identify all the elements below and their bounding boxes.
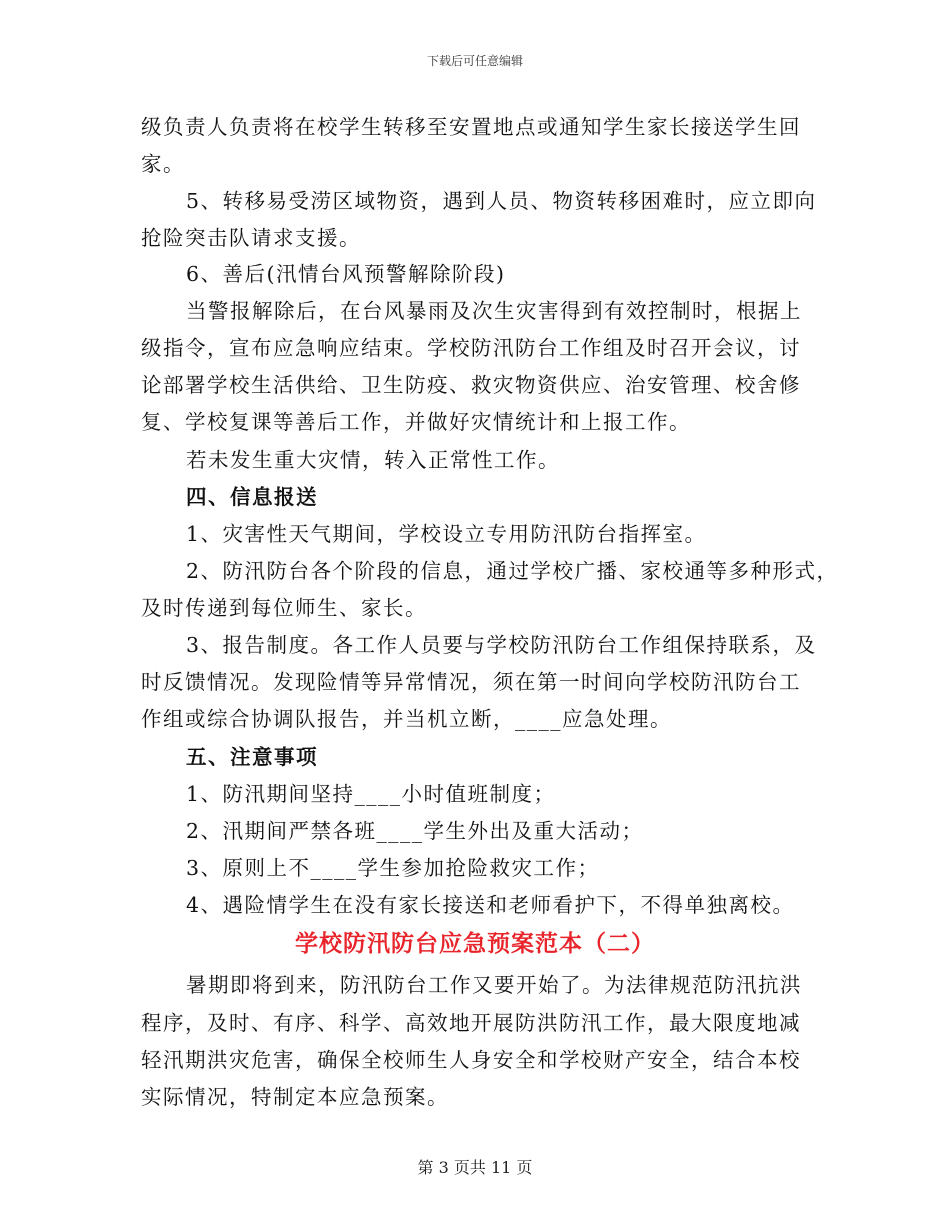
- list-item: 1、灾害性天气期间，学校设立专用防汛防台指挥室。: [186, 522, 707, 546]
- body-line: 及时传递到每位师生、家长。: [141, 596, 427, 620]
- list-item: 3、报告制度。各工作人员要与学校防汛防台工作组保持联系，及: [186, 633, 817, 657]
- section-title: 学校防汛防台应急预案范本（二）: [295, 930, 655, 957]
- section-heading: 五、注意事项: [186, 745, 318, 769]
- list-item: 2、防汛防台各个阶段的信息，通过学校广播、家校通等多种形式，: [186, 559, 839, 583]
- list-item: 5、转移易受涝区域物资，遇到人员、物资转移困难时，应立即向: [186, 189, 817, 213]
- list-item: 3、原则上不____学生参加抢险救灾工作；: [186, 856, 600, 880]
- intro-line: 程序，及时、有序、科学、高效地开展防洪防汛工作，最大限度地减: [141, 1011, 801, 1035]
- body-line: 级负责人负责将在校学生转移至安置地点或通知学生家长接送学生回: [141, 115, 801, 139]
- body-line: 时反馈情况。发现险情等异常情况，须在第一时间向学校防汛防台工: [141, 670, 801, 694]
- body-line: 当警报解除后，在台风暴雨及次生灾害得到有效控制时，根据上: [186, 299, 802, 323]
- list-item: 6、善后(汛情台风预警解除阶段): [186, 262, 506, 286]
- body-line: 作组或综合协调队报告，并当机立断，____应急处理。: [141, 707, 672, 731]
- list-item: 2、汛期间严禁各班____学生外出及重大活动；: [186, 819, 644, 843]
- page-footer: 第 3 页共 11 页: [417, 1158, 533, 1177]
- intro-line: 实际情况，特制定本应急预案。: [141, 1085, 449, 1109]
- page-header: 下载后可任意编辑: [426, 54, 523, 68]
- intro-line: 轻汛期洪灾危害，确保全校师生人身安全和学校财产安全，结合本校: [141, 1048, 801, 1072]
- intro-line: 暑期即将到来，防汛防台工作又要开始了。为法律规范防汛抗洪: [186, 973, 802, 997]
- section-heading: 四、信息报送: [186, 485, 318, 509]
- list-item: 4、遇险情学生在没有家长接送和老师看护下，不得单独离校。: [186, 893, 795, 917]
- body-line: 论部署学校生活供给、卫生防疫、救灾物资供应、治安管理、校舍修: [141, 373, 801, 397]
- list-item: 1、防汛期间坚持____小时值班制度；: [186, 782, 556, 806]
- body-line: 复、学校复课等善后工作，并做好灾情统计和上报工作。: [141, 410, 691, 434]
- body-line: 抢险突击队请求支援。: [141, 226, 361, 250]
- body-line: 若未发生重大灾情，转入正常性工作。: [186, 448, 560, 472]
- body-line: 家。: [141, 152, 185, 176]
- body-line: 级指令，宣布应急响应结束。学校防汛防台工作组及时召开会议，讨: [141, 336, 801, 360]
